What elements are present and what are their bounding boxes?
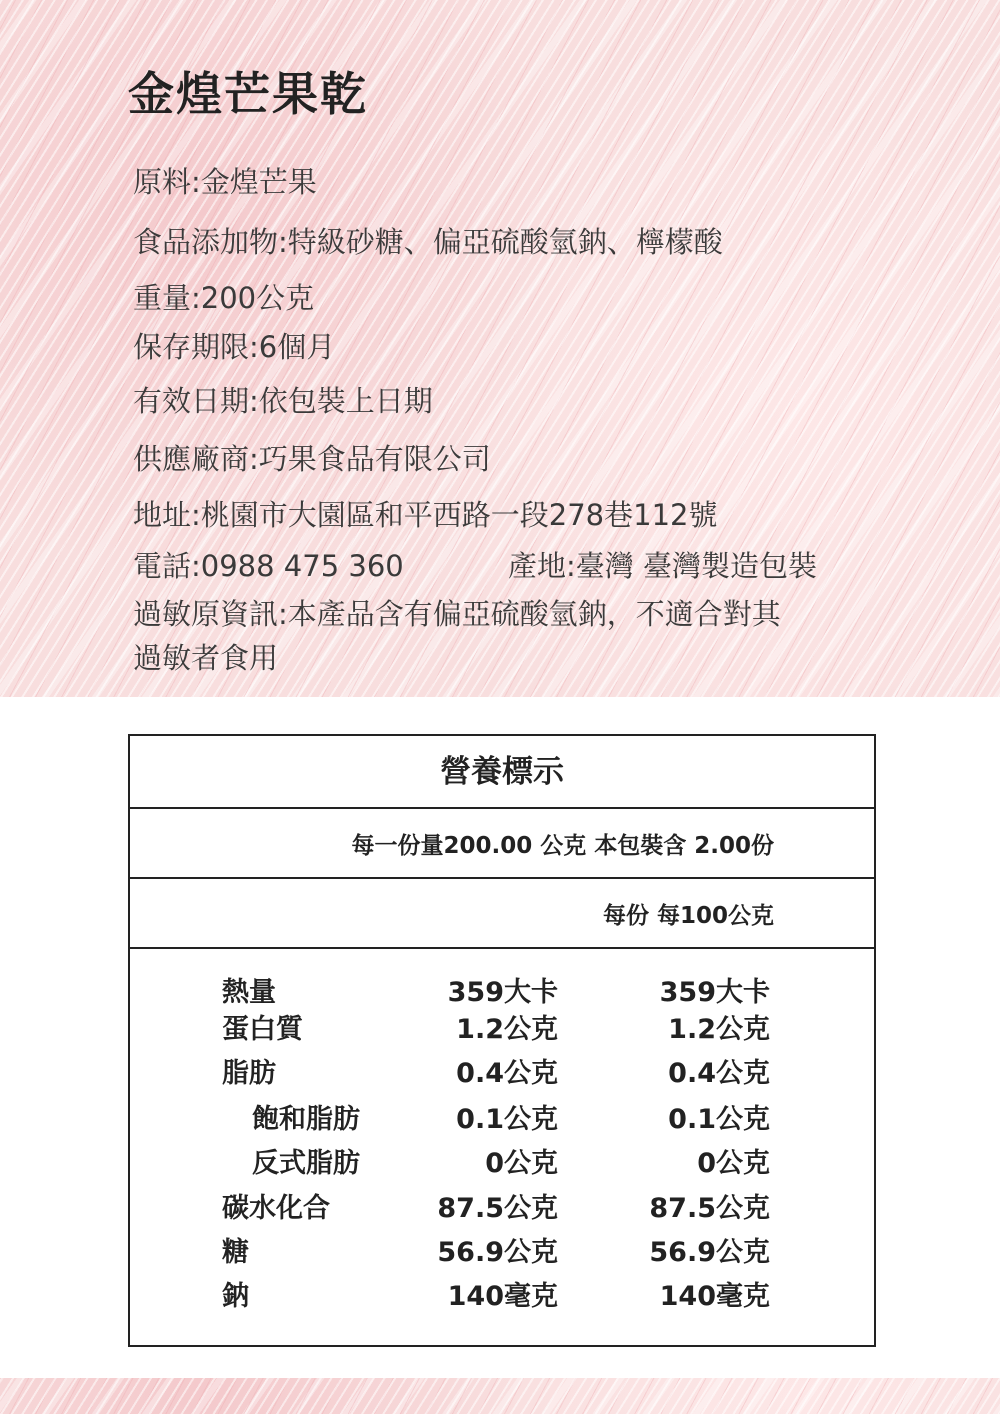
- additives-text: 食品添加物:特級砂糖、偏亞硫酸氫鈉、檸檬酸: [133, 225, 723, 259]
- supplier-text: 供應廠商:巧果食品有限公司: [133, 442, 491, 476]
- nutrition-serving-row: [130, 807, 874, 879]
- phone-text: 電話:0988 475 360: [133, 549, 404, 583]
- per-serving-value: 0.4公克: [456, 1058, 558, 1089]
- nutrient-row: [130, 1230, 874, 1274]
- per-100g-value: 0公克: [697, 1148, 770, 1179]
- per-serving-value: 87.5公克: [437, 1193, 558, 1224]
- nutrient-label: 反式脂肪: [252, 1148, 360, 1179]
- nutrient-label: 熱量: [222, 977, 276, 1008]
- nutrient-label: 碳水化合: [222, 1193, 330, 1224]
- address-text: 地址:桃園市大園區和平西路一段278巷112號: [133, 498, 718, 532]
- per-100g-value: 1.2公克: [668, 1014, 770, 1045]
- nutrient-label: 蛋白質: [222, 1014, 303, 1045]
- per-100g-value: 56.9公克: [649, 1237, 770, 1268]
- serving-size-text: 每一份量200.00 公克 本包裝含 2.00份: [351, 833, 774, 859]
- nutrient-label: 脂肪: [222, 1058, 276, 1089]
- per-serving-value: 0.1公克: [456, 1104, 558, 1135]
- allergen-text-line1: 過敏原資訊:本產品含有偏亞硫酸氫鈉，不適合對其: [133, 597, 781, 631]
- per-100g-value: 140毫克: [659, 1281, 770, 1312]
- allergen-text-line2: 過敏者食用: [133, 641, 279, 675]
- per-serving-value: 359大卡: [447, 977, 558, 1008]
- per-serving-value: 1.2公克: [456, 1014, 558, 1045]
- nutrition-title-row: [130, 736, 874, 809]
- per-100g-value: 359大卡: [659, 977, 770, 1008]
- pink-texture-footer: [0, 1378, 1000, 1414]
- nutrition-title: 營養標示: [440, 754, 564, 790]
- per-100g-value: 0.4公克: [668, 1058, 770, 1089]
- nutrient-label: 鈉: [222, 1281, 249, 1312]
- per-100g-value: 0.1公克: [668, 1104, 770, 1135]
- column-header-text: 每份 每100公克: [602, 903, 774, 929]
- per-serving-value: 0公克: [485, 1148, 558, 1179]
- weight-text: 重量:200公克: [133, 281, 315, 315]
- nutrient-row: [130, 1186, 874, 1230]
- origin-text: 產地:臺灣 臺灣製造包裝: [508, 549, 817, 583]
- nutrient-label: 飽和脂肪: [252, 1104, 360, 1135]
- per-serving-value: 56.9公克: [437, 1237, 558, 1268]
- nutrient-row: [130, 1274, 874, 1318]
- nutrition-table: [128, 734, 876, 1347]
- nutrient-row: [130, 1141, 874, 1185]
- nutrition-header-row: [130, 877, 874, 949]
- nutrient-row: [130, 1097, 874, 1141]
- nutrient-label: 糖: [222, 1237, 249, 1268]
- nutrient-row: [130, 1007, 874, 1051]
- expiry-text: 有效日期:依包裝上日期: [133, 384, 433, 418]
- product-title: 金煌芒果乾: [128, 67, 368, 121]
- shelf-life-text: 保存期限:6個月: [133, 330, 336, 364]
- ingredients-text: 原料:金煌芒果: [133, 165, 317, 199]
- per-serving-value: 140毫克: [447, 1281, 558, 1312]
- per-100g-value: 87.5公克: [649, 1193, 770, 1224]
- nutrient-row: [130, 1051, 874, 1095]
